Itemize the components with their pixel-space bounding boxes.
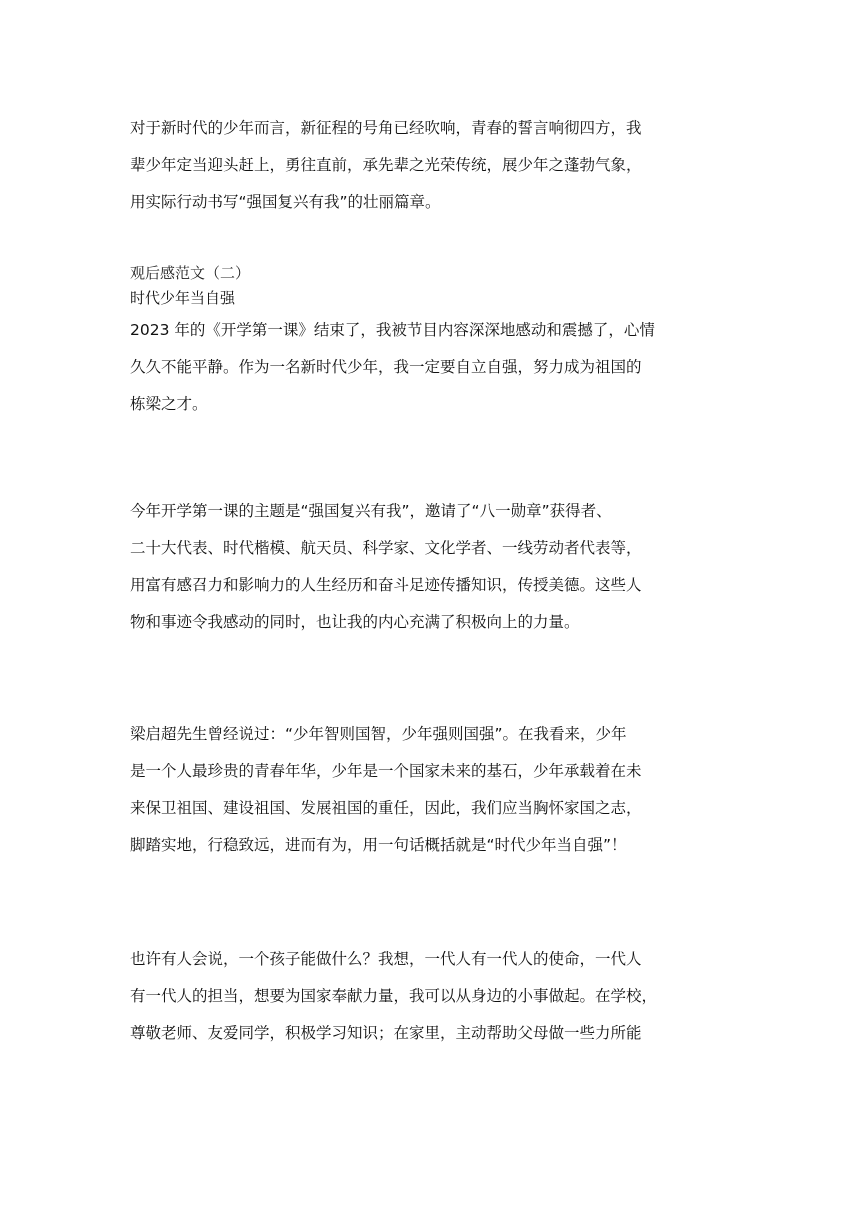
text-line: 也许有人会说，一个孩子能做什么？我想，一代人有一代人的使命，一代人: [130, 950, 642, 968]
text-line: 是一个人最珍贵的青春年华，少年是一个国家未来的基石，少年承载着在未: [130, 762, 642, 780]
paragraph-4: [130, 941, 735, 1052]
text-line: 有一代人的担当，想要为国家奉献力量，我可以从身边的小事做起。在学校，: [130, 987, 658, 1005]
text-line: 物和事迹令我感动的同时，也让我的内心充满了积极向上的力量。: [130, 613, 580, 631]
text-line: 久久不能平静。作为一名新时代少年，我一定要自立自强，努力成为祖国的: [130, 358, 642, 376]
paragraph-1: [130, 312, 735, 423]
intro-paragraph: [130, 110, 735, 221]
paragraph-3: [130, 716, 735, 864]
text-line: 尊敬老师、友爱同学，积极学习知识；在家里，主动帮助父母做一些力所能: [130, 1024, 642, 1042]
text-line: 梁启超先生曾经说过：“少年智则国智，少年强则国强”。在我看来，少年: [130, 725, 627, 743]
paragraph-2: [130, 493, 735, 641]
text-line: 今年开学第一课的主题是“强国复兴有我”，邀请了“八一勋章”获得者、: [130, 502, 612, 520]
text-line: 2023 年的《开学第一课》结束了，我被节目内容深深地感动和震撼了，心情: [130, 321, 655, 339]
text-line: 辈少年定当迎头赶上，勇往直前，承先辈之光荣传统，展少年之蓬勃气象，: [130, 156, 642, 174]
text-line: 对于新时代的少年而言，新征程的号角已经吹响，青春的誓言响彻四方，我: [130, 119, 642, 137]
text-line: 来保卫祖国、建设祖国、发展祖国的重任，因此，我们应当胸怀家国之志，: [130, 799, 642, 817]
essay-title: 时代少年当自强: [130, 289, 236, 307]
essay-label: 观后感范文（二）: [130, 264, 251, 282]
text-line: 用富有感召力和影响力的人生经历和奋斗足迹传播知识，传授美德。这些人: [130, 576, 642, 594]
text-line: 脚踏实地，行稳致远，进而有为，用一句话概括就是“时代少年当自强”！: [130, 836, 627, 854]
text-line: 二十大代表、时代楷模、航天员、科学家、文化学者、一线劳动者代表等，: [130, 539, 642, 557]
text-line: 栋梁之才。: [130, 395, 208, 413]
text-line: 用实际行动书写“强国复兴有我”的壮丽篇章。: [130, 193, 441, 211]
